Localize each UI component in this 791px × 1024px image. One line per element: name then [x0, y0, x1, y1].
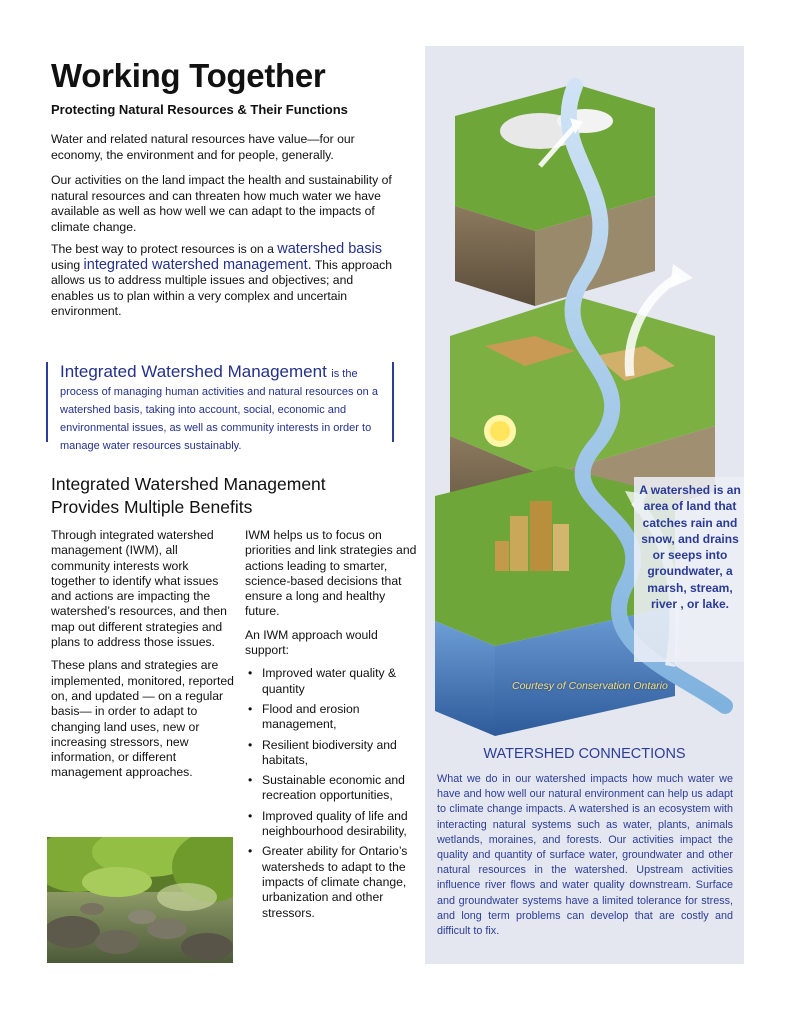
watershed-definition: A watershed is an area of land that catches rain and snow, and drains or seeps into groundwater, a marsh, stream, river , or lake.: [639, 483, 741, 612]
intro-text-start: The best way to protect resources is on a: [51, 242, 274, 256]
connections-body: What we do in our watershed impacts how much water we have and how well our natural environment can help us adapt to climate change impacts. A watershed is an ecosystem with interacting natural systems such as water, plants, animals wetlands, moraines, and forests. Our activities impact the quality and quantity of surface water, groundwater and other natural resources in the watershed. Upstream activities influence river flows and water quality downstream. Surface and groundwater systems have a limited tolerance for stress, and long term problems can develop that are costly and difficult to fix.: [437, 773, 733, 938]
intro-paragraph-3: [51, 242, 396, 320]
col2-paragraph-1: IWM helps us to focus on priorities and link strategies and actions leading to smarter, science-based decisions that ensure a long and healthy future.: [245, 528, 417, 619]
benefits-list: [245, 666, 417, 920]
bullet-icon: •: [248, 737, 253, 752]
creek-photo-image: [47, 837, 233, 963]
intro-paragraph-1: Water and related natural resources have value—for our economy, the environment and for people, generally.: [51, 132, 355, 162]
list-item: • Sustainable economic and recreation opportunities,: [248, 773, 405, 803]
watershed-basis-highlight: watershed basis: [277, 241, 383, 257]
benefits-heading: Integrated Watershed Management Provides Multiple Benefits: [51, 474, 326, 517]
list-item: • Resilient biodiversity and habitats,: [248, 737, 397, 767]
bullet-icon: •: [248, 844, 253, 859]
callout-body: process of managing human activities and natural resources on a watershed basis, taking into account, social, economic and environmental issues, as well as community interests in order to manage water resources sustainably.: [60, 386, 378, 452]
callout-heading: Integrated Watershed Management: [60, 362, 327, 381]
col1-paragraph-2: These plans and strategies are implemented, monitored, reported on, and updated — on a regular basis— in order to adapt to changing land uses, new or increasing stressors, new information, or different management approaches.: [51, 658, 234, 780]
intro-paragraph-2: Our activities on the land impact the health and sustainability of natural resources and can threaten how much water we have available as well as how well we can adapt to the impacts of climate change.: [51, 173, 392, 234]
bullet-icon: •: [248, 773, 253, 788]
iwm-highlight: integrated watershed management.: [83, 256, 312, 273]
creek-photo: [47, 837, 233, 963]
callout-heading-suffix: is the: [331, 368, 358, 380]
benefits-column-2: [245, 528, 417, 926]
list-item: • Improved quality of life and neighbourhood desirability,: [248, 808, 408, 839]
page-subtitle: Protecting Natural Resources & Their Functions: [51, 102, 348, 117]
bullet-icon: •: [248, 701, 253, 716]
col2-paragraph-2: An IWM approach would support:: [245, 627, 378, 658]
list-item: • Flood and erosion management,: [248, 701, 360, 732]
image-credit: Courtesy of Conservation Ontario: [512, 680, 668, 692]
col1-paragraph-1: Through integrated watershed management (IWM), all community interests work together to identify what issues and actions are impacting the watershed’s resources, and then map out different strategies and plans to address those issues.: [51, 528, 227, 650]
bullet-icon: •: [248, 808, 253, 823]
intro-text-end: This approach allows us to address multiple issues and objectives; and enables us to plan within a very complex and uncertain environment.: [51, 257, 393, 318]
connections-heading: WATERSHED CONNECTIONS: [483, 746, 686, 762]
iwm-definition-callout: [46, 362, 394, 452]
list-item: • Improved water quality & quantity: [248, 666, 397, 696]
page-title: Working Together: [51, 57, 326, 94]
benefits-column-1: [51, 528, 236, 789]
intro-text-using: using: [51, 257, 81, 272]
bullet-icon: •: [248, 666, 253, 681]
list-item: • Greater ability for Ontario’s watersheds to adapt to the impacts of climate change, urbanization and other stressors.: [248, 844, 408, 920]
